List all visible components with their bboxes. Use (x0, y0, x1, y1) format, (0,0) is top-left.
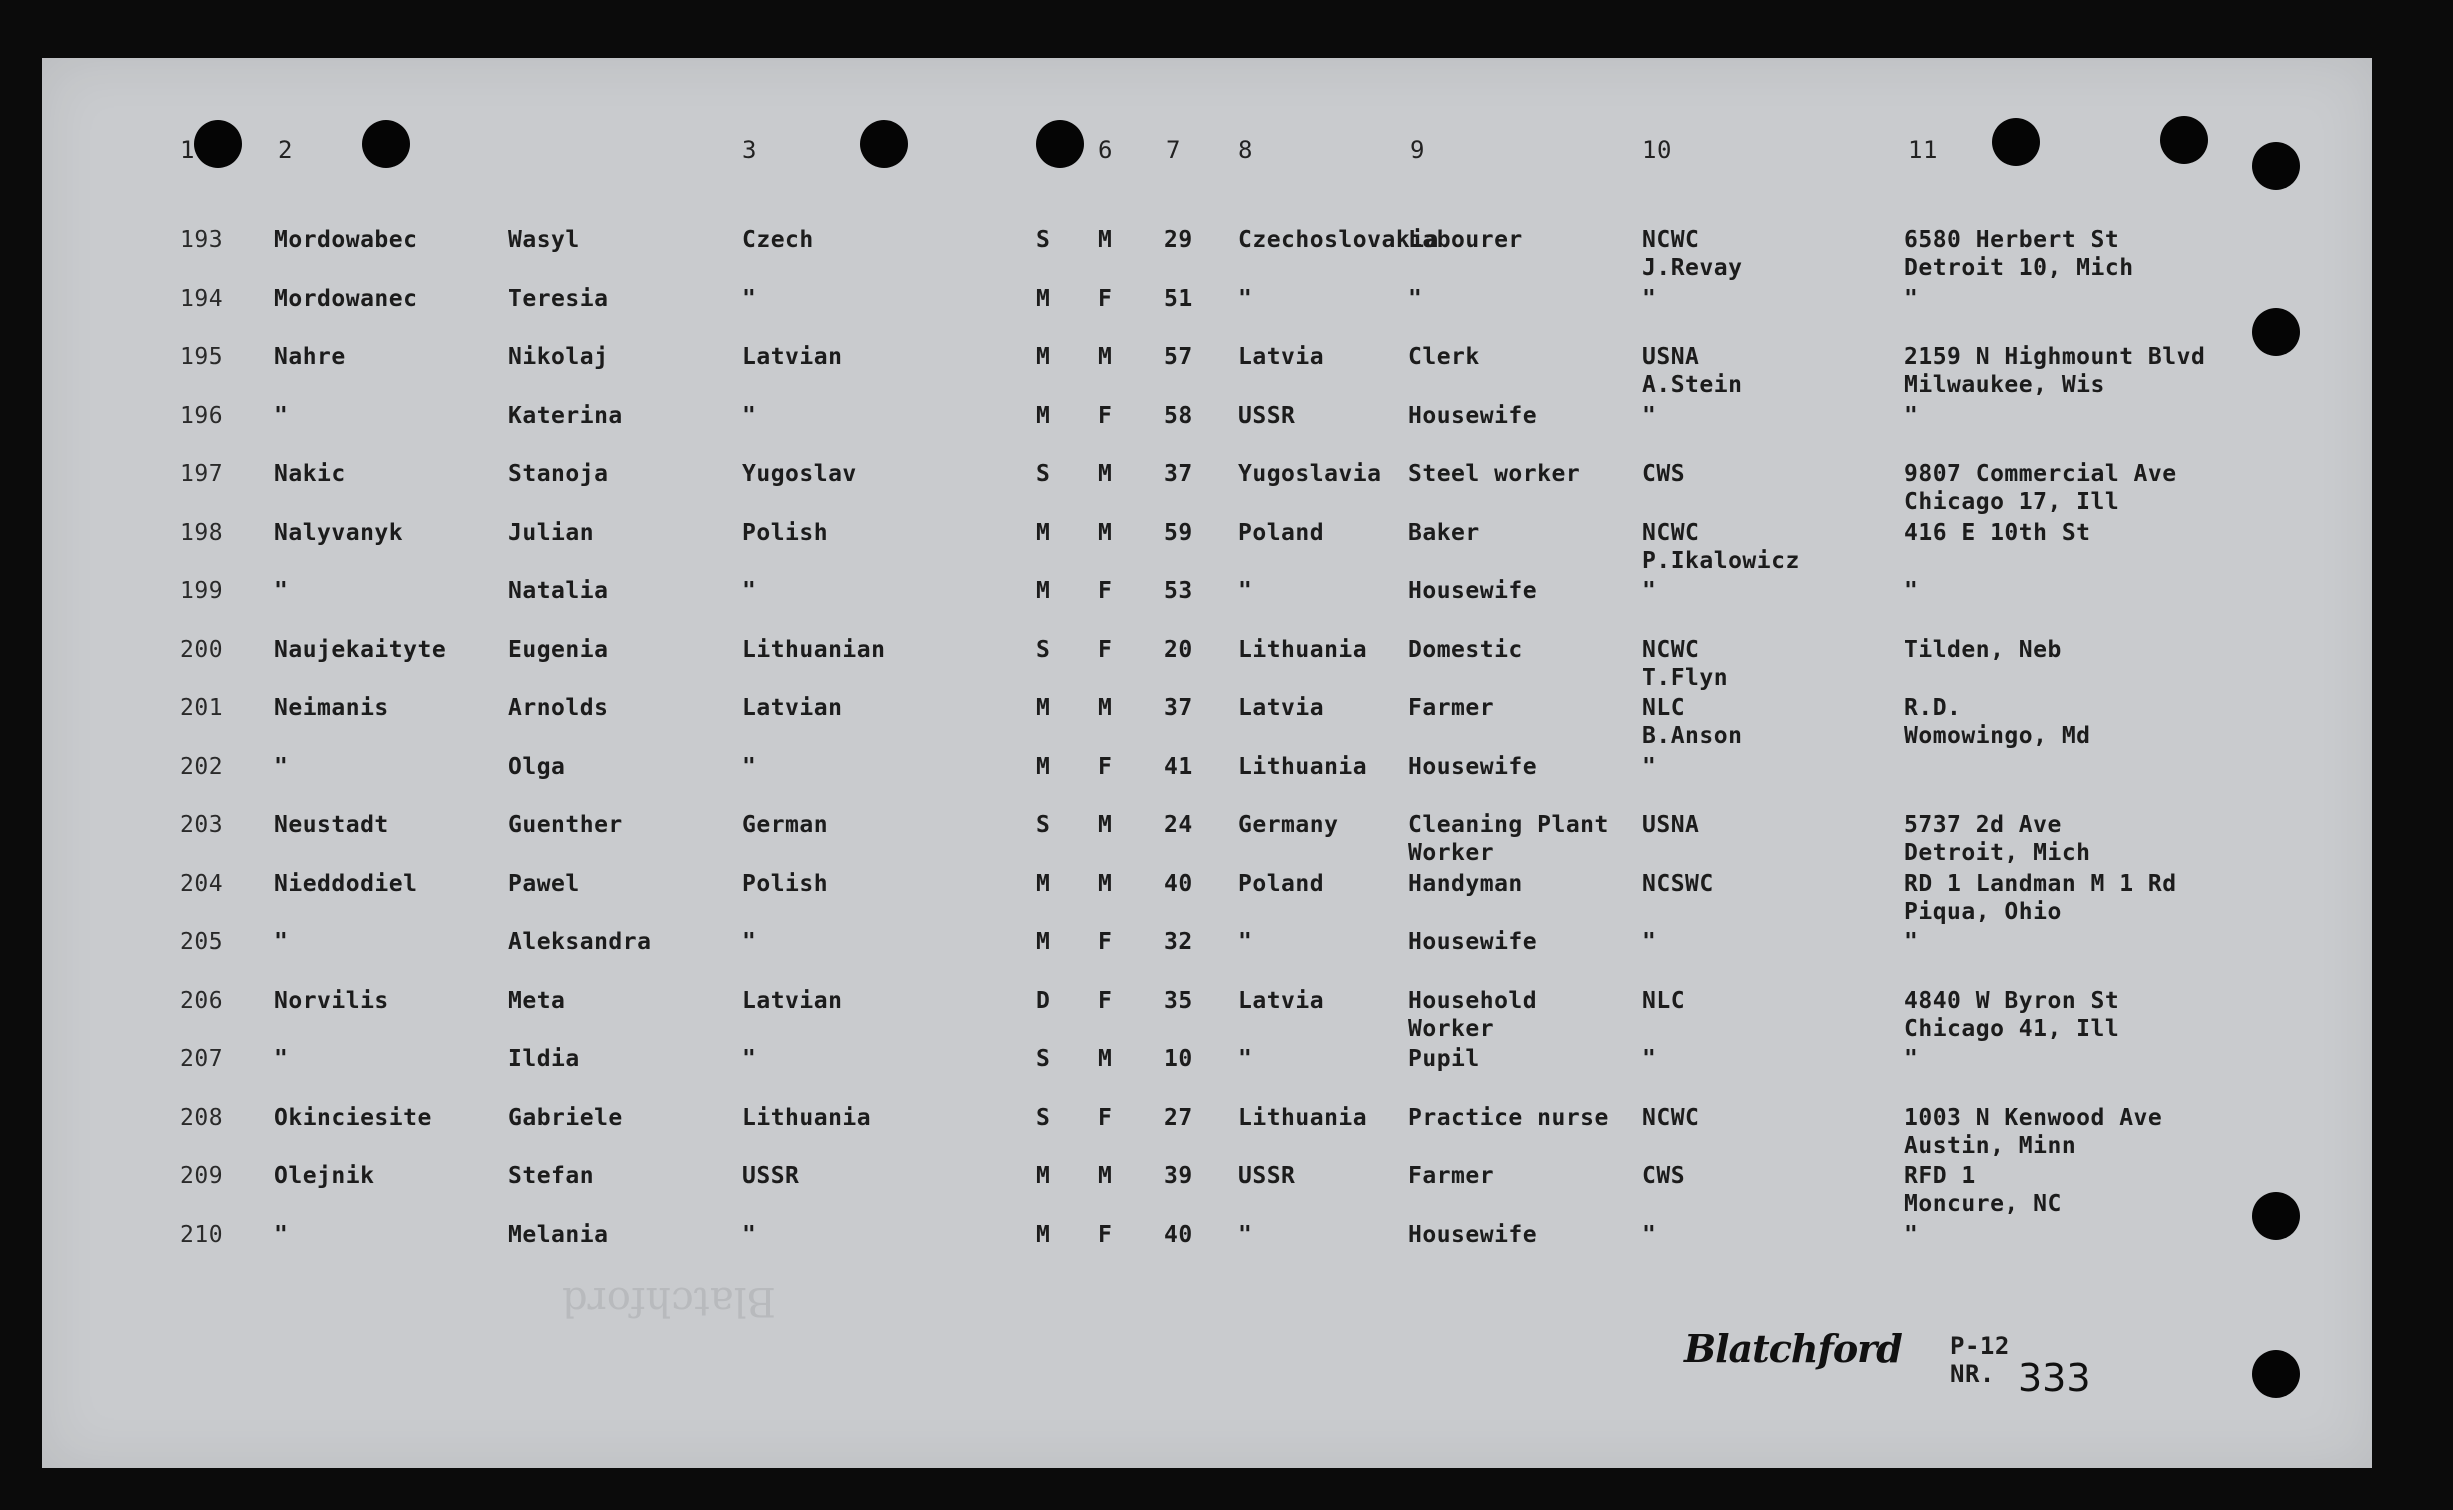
nationality-cell: Polish (742, 871, 829, 897)
agency-cell: NCWC T.Flyn (1642, 637, 1729, 691)
given-name-cell: Aleksandra (508, 929, 652, 955)
sex-cell: M (1098, 695, 1113, 721)
marital-status-cell: M (1036, 754, 1051, 780)
occupation-cell: Clerk (1408, 344, 1480, 370)
country-cell: " (1238, 286, 1253, 312)
address-cell: " (1904, 578, 1919, 604)
row-number: 208 (180, 1105, 224, 1131)
row-number: 193 (180, 227, 224, 253)
marital-status-cell: S (1036, 227, 1051, 253)
surname-cell: " (274, 929, 289, 955)
occupation-cell: Labourer (1408, 227, 1523, 253)
country-cell: Lithuania (1238, 754, 1368, 780)
nationality-cell: Latvian (742, 344, 843, 370)
country-cell: Poland (1238, 871, 1325, 897)
column-number: 10 (1642, 136, 1672, 164)
nationality-cell: " (742, 1046, 757, 1072)
country-cell: " (1238, 1222, 1253, 1248)
marital-status-cell: M (1036, 929, 1051, 955)
punch-hole (362, 120, 410, 168)
country-cell: Czechoslovakia (1238, 227, 1439, 253)
punch-hole (1036, 120, 1084, 168)
marital-status-cell: M (1036, 286, 1051, 312)
address-cell: " (1904, 403, 1919, 429)
sex-cell: F (1098, 286, 1113, 312)
country-cell: " (1238, 929, 1253, 955)
occupation-cell: Housewife (1408, 929, 1538, 955)
sex-cell: M (1098, 1163, 1113, 1189)
sex-cell: M (1098, 344, 1113, 370)
given-name-cell: Pawel (508, 871, 580, 897)
occupation-cell: Handyman (1408, 871, 1523, 897)
punch-hole (1992, 118, 2040, 166)
country-cell: USSR (1238, 403, 1296, 429)
nationality-cell: USSR (742, 1163, 800, 1189)
row-number: 198 (180, 520, 224, 546)
age-cell: 32 (1164, 929, 1193, 955)
age-cell: 20 (1164, 637, 1193, 663)
given-name-cell: Melania (508, 1222, 609, 1248)
address-cell: 4840 W Byron St Chicago 41, Ill (1904, 988, 2120, 1042)
nationality-cell: Latvian (742, 988, 843, 1014)
surname-cell: Nalyvanyk (274, 520, 404, 546)
row-number: 199 (180, 578, 224, 604)
marital-status-cell: S (1036, 461, 1051, 487)
sex-cell: M (1098, 871, 1113, 897)
agency-cell: NLC B.Anson (1642, 695, 1743, 749)
sex-cell: M (1098, 812, 1113, 838)
occupation-cell: Steel worker (1408, 461, 1581, 487)
nationality-cell: German (742, 812, 829, 838)
given-name-cell: Katerina (508, 403, 623, 429)
row-number: 205 (180, 929, 224, 955)
given-name-cell: Ildia (508, 1046, 580, 1072)
row-number: 210 (180, 1222, 224, 1248)
marital-status-cell: M (1036, 344, 1051, 370)
given-name-cell: Julian (508, 520, 595, 546)
agency-cell: USNA A.Stein (1642, 344, 1743, 398)
column-number: 6 (1098, 136, 1113, 164)
sex-cell: M (1098, 227, 1113, 253)
nationality-cell: " (742, 403, 757, 429)
address-cell: " (1904, 1222, 1919, 1248)
surname-cell: Olejnik (274, 1163, 375, 1189)
country-cell: Latvia (1238, 344, 1325, 370)
given-name-cell: Natalia (508, 578, 609, 604)
punch-hole (194, 120, 242, 168)
age-cell: 57 (1164, 344, 1193, 370)
nationality-cell: Czech (742, 227, 814, 253)
given-name-cell: Stefan (508, 1163, 595, 1189)
row-number: 196 (180, 403, 224, 429)
surname-cell: Okinciesite (274, 1105, 432, 1131)
nationality-cell: Polish (742, 520, 829, 546)
nationality-cell: " (742, 929, 757, 955)
nationality-cell: Yugoslav (742, 461, 857, 487)
given-name-cell: Teresia (508, 286, 609, 312)
bleed-through-mark: Blatchford (562, 1278, 776, 1324)
occupation-cell: Pupil (1408, 1046, 1480, 1072)
nationality-cell: " (742, 754, 757, 780)
sex-cell: F (1098, 988, 1113, 1014)
agency-cell: " (1642, 286, 1657, 312)
punch-hole (2160, 116, 2208, 164)
signature: Blatchford (1684, 1326, 1902, 1371)
address-cell: 6580 Herbert St Detroit 10, Mich (1904, 227, 2134, 281)
marital-status-cell: M (1036, 1222, 1051, 1248)
age-cell: 40 (1164, 871, 1193, 897)
occupation-cell: Farmer (1408, 1163, 1495, 1189)
occupation-cell: Housewife (1408, 578, 1538, 604)
surname-cell: " (274, 1222, 289, 1248)
age-cell: 53 (1164, 578, 1193, 604)
address-cell: R.D. Womowingo, Md (1904, 695, 2091, 749)
marital-status-cell: S (1036, 812, 1051, 838)
given-name-cell: Arnolds (508, 695, 609, 721)
surname-cell: Mordowanec (274, 286, 418, 312)
agency-cell: NCWC J.Revay (1642, 227, 1743, 281)
occupation-cell: Household Worker (1408, 988, 1538, 1042)
age-cell: 59 (1164, 520, 1193, 546)
age-cell: 41 (1164, 754, 1193, 780)
occupation-cell: Baker (1408, 520, 1480, 546)
nationality-cell: " (742, 1222, 757, 1248)
address-cell: 416 E 10th St (1904, 520, 2091, 546)
agency-cell: USNA (1642, 812, 1700, 838)
surname-cell: Neimanis (274, 695, 389, 721)
surname-cell: Norvilis (274, 988, 389, 1014)
age-cell: 37 (1164, 461, 1193, 487)
country-cell: " (1238, 1046, 1253, 1072)
footer-note: P-12 NR. (1950, 1332, 2010, 1388)
surname-cell: " (274, 1046, 289, 1072)
occupation-cell: Domestic (1408, 637, 1523, 663)
row-number: 201 (180, 695, 224, 721)
punch-hole (860, 120, 908, 168)
agency-cell: " (1642, 754, 1657, 780)
punch-hole (2252, 1350, 2300, 1398)
surname-cell: " (274, 754, 289, 780)
column-number: 7 (1166, 136, 1181, 164)
column-number: 8 (1238, 136, 1253, 164)
sex-cell: F (1098, 754, 1113, 780)
marital-status-cell: M (1036, 578, 1051, 604)
country-cell: Yugoslavia (1238, 461, 1382, 487)
column-number: 3 (742, 136, 757, 164)
marital-status-cell: M (1036, 520, 1051, 546)
agency-cell: " (1642, 1222, 1657, 1248)
country-cell: Latvia (1238, 988, 1325, 1014)
surname-cell: Naujekaityte (274, 637, 447, 663)
surname-cell: Mordowabec (274, 227, 418, 253)
age-cell: 58 (1164, 403, 1193, 429)
country-cell: Lithuania (1238, 1105, 1368, 1131)
sex-cell: M (1098, 461, 1113, 487)
address-cell: " (1904, 1046, 1919, 1072)
address-cell: 1003 N Kenwood Ave Austin, Minn (1904, 1105, 2163, 1159)
row-number: 202 (180, 754, 224, 780)
column-number: 1 (180, 136, 195, 164)
address-cell: Tilden, Neb (1904, 637, 2062, 663)
sex-cell: F (1098, 403, 1113, 429)
agency-cell: " (1642, 403, 1657, 429)
surname-cell: Neustadt (274, 812, 389, 838)
occupation-cell: Practice nurse (1408, 1105, 1609, 1131)
age-cell: 24 (1164, 812, 1193, 838)
occupation-cell: " (1408, 286, 1423, 312)
given-name-cell: Wasyl (508, 227, 580, 253)
marital-status-cell: S (1036, 1046, 1051, 1072)
country-cell: Lithuania (1238, 637, 1368, 663)
age-cell: 27 (1164, 1105, 1193, 1131)
nationality-cell: " (742, 286, 757, 312)
age-cell: 51 (1164, 286, 1193, 312)
agency-cell: " (1642, 1046, 1657, 1072)
address-cell: RD 1 Landman M 1 Rd Piqua, Ohio (1904, 871, 2177, 925)
surname-cell: Nakic (274, 461, 346, 487)
age-cell: 40 (1164, 1222, 1193, 1248)
row-number: 195 (180, 344, 224, 370)
marital-status-cell: M (1036, 695, 1051, 721)
occupation-cell: Housewife (1408, 1222, 1538, 1248)
document-page (42, 58, 2372, 1468)
marital-status-cell: M (1036, 871, 1051, 897)
row-number: 194 (180, 286, 224, 312)
age-cell: 10 (1164, 1046, 1193, 1072)
address-cell: " (1904, 929, 1919, 955)
row-number: 206 (180, 988, 224, 1014)
occupation-cell: Cleaning Plant Worker (1408, 812, 1609, 866)
column-number: 2 (278, 136, 293, 164)
punch-hole (2252, 142, 2300, 190)
nationality-cell: " (742, 578, 757, 604)
given-name-cell: Stanoja (508, 461, 609, 487)
sex-cell: F (1098, 637, 1113, 663)
given-name-cell: Guenther (508, 812, 623, 838)
age-cell: 37 (1164, 695, 1193, 721)
marital-status-cell: M (1036, 1163, 1051, 1189)
age-cell: 39 (1164, 1163, 1193, 1189)
nationality-cell: Latvian (742, 695, 843, 721)
agency-cell: NCWC (1642, 1105, 1700, 1131)
sex-cell: M (1098, 1046, 1113, 1072)
agency-cell: " (1642, 929, 1657, 955)
marital-status-cell: S (1036, 637, 1051, 663)
agency-cell: " (1642, 578, 1657, 604)
surname-cell: Nahre (274, 344, 346, 370)
age-cell: 35 (1164, 988, 1193, 1014)
row-number: 200 (180, 637, 224, 663)
country-cell: USSR (1238, 1163, 1296, 1189)
row-number: 207 (180, 1046, 224, 1072)
given-name-cell: Gabriele (508, 1105, 623, 1131)
row-number: 203 (180, 812, 224, 838)
occupation-cell: Housewife (1408, 403, 1538, 429)
country-cell: Germany (1238, 812, 1339, 838)
country-cell: Poland (1238, 520, 1325, 546)
sex-cell: F (1098, 1105, 1113, 1131)
address-cell: 2159 N Highmount Blvd Milwaukee, Wis (1904, 344, 2206, 398)
given-name-cell: Eugenia (508, 637, 609, 663)
marital-status-cell: M (1036, 403, 1051, 429)
nationality-cell: Lithuanian (742, 637, 886, 663)
address-cell: 9807 Commercial Ave Chicago 17, Ill (1904, 461, 2177, 515)
country-cell: " (1238, 578, 1253, 604)
marital-status-cell: S (1036, 1105, 1051, 1131)
agency-cell: CWS (1642, 461, 1686, 487)
sex-cell: M (1098, 520, 1113, 546)
row-number: 209 (180, 1163, 224, 1189)
marital-status-cell: D (1036, 988, 1051, 1014)
country-cell: Latvia (1238, 695, 1325, 721)
address-cell: 5737 2d Ave Detroit, Mich (1904, 812, 2091, 866)
address-cell: RFD 1 Moncure, NC (1904, 1163, 2062, 1217)
surname-cell: " (274, 403, 289, 429)
punch-hole (2252, 1192, 2300, 1240)
surname-cell: Nieddodiel (274, 871, 418, 897)
sex-cell: F (1098, 1222, 1113, 1248)
occupation-cell: Housewife (1408, 754, 1538, 780)
age-cell: 29 (1164, 227, 1193, 253)
sex-cell: F (1098, 929, 1113, 955)
nationality-cell: Lithuania (742, 1105, 872, 1131)
page-number: 333 (2018, 1356, 2091, 1400)
sex-cell: F (1098, 578, 1113, 604)
agency-cell: CWS (1642, 1163, 1686, 1189)
row-number: 197 (180, 461, 224, 487)
agency-cell: NLC (1642, 988, 1686, 1014)
agency-cell: NCSWC (1642, 871, 1714, 897)
column-number: 11 (1908, 136, 1938, 164)
given-name-cell: Meta (508, 988, 566, 1014)
occupation-cell: Farmer (1408, 695, 1495, 721)
surname-cell: " (274, 578, 289, 604)
column-number: 9 (1410, 136, 1425, 164)
agency-cell: NCWC P.Ikalowicz (1642, 520, 1800, 574)
given-name-cell: Nikolaj (508, 344, 609, 370)
punch-hole (2252, 308, 2300, 356)
row-number: 204 (180, 871, 224, 897)
address-cell: " (1904, 286, 1919, 312)
given-name-cell: Olga (508, 754, 566, 780)
